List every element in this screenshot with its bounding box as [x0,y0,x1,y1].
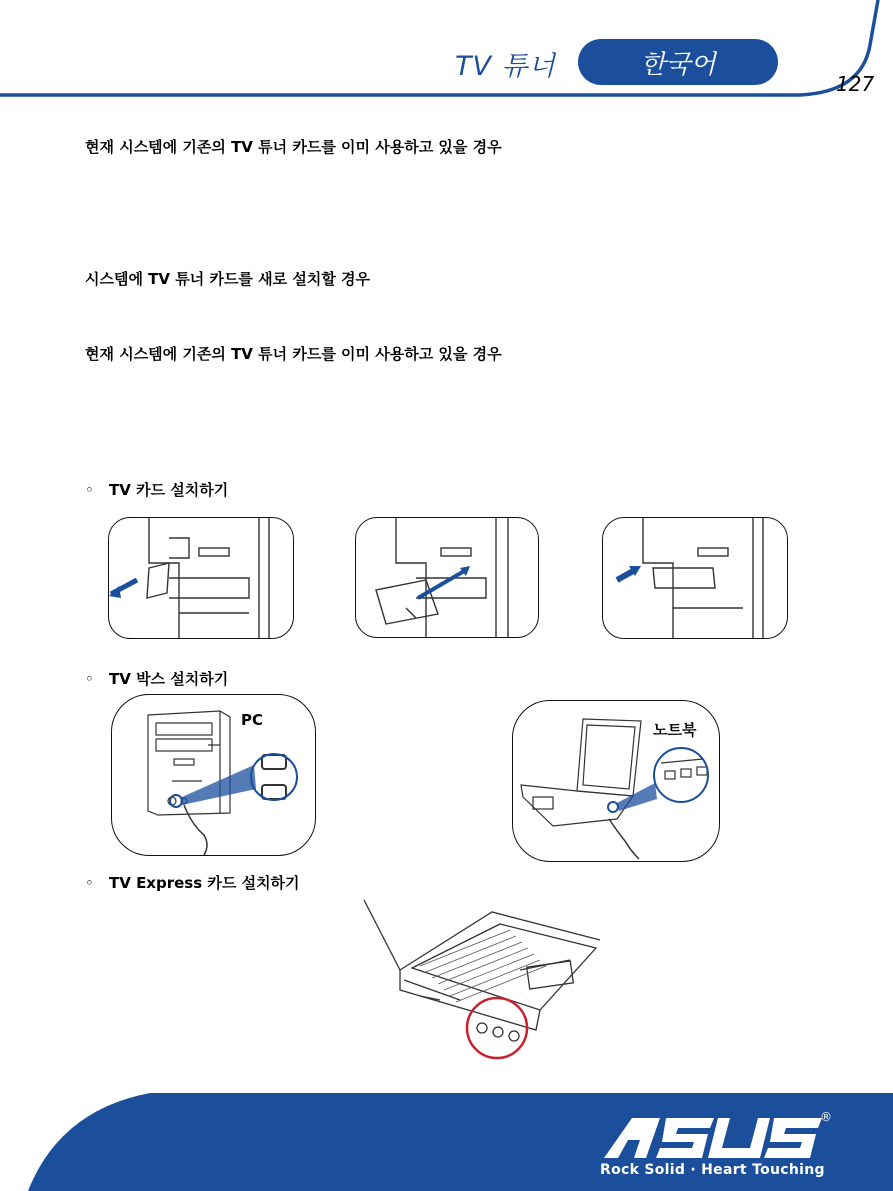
bullet-tv-card [85,479,228,500]
pc-label: PC [241,711,264,729]
page-number: 127 [836,72,875,96]
heading-existing-card: 현재 시스템에 기존의 TV 튜너 카드를 이미 사용하고 있을 경우 [85,138,502,156]
notebook-label: 노트북 [653,721,697,739]
registered-mark: ® [820,1110,832,1124]
section-title: TV 튜너 [455,51,556,82]
card-secure-illustration [602,517,788,639]
bullet-label: TV Express 카드 설치하기 [109,874,300,892]
heading-new-card: 시스템에 TV 튜너 카드를 새로 설치할 경우 [85,270,371,288]
language-badge: 한국어 [578,39,778,85]
bullet-icon: ◦ [85,481,94,499]
bullet-label: TV 박스 설치하기 [109,670,229,688]
card-insert-illustration [355,517,539,638]
bullet-tv-express [85,872,300,893]
bullet-label: TV 카드 설치하기 [109,481,229,499]
asus-logo [604,1112,824,1158]
bullet-tv-box [85,668,228,689]
brand-tagline: Rock Solid · Heart Touching [600,1162,825,1178]
pc-connection-illustration [111,694,316,856]
bullet-icon: ◦ [85,874,94,892]
bullet-icon: ◦ [85,670,94,688]
express-card-illustration [360,900,605,1070]
heading-existing-card-2: 현재 시스템에 기존의 TV 튜너 카드를 이미 사용하고 있을 경우 [85,345,502,363]
card-removal-illustration [108,517,294,639]
